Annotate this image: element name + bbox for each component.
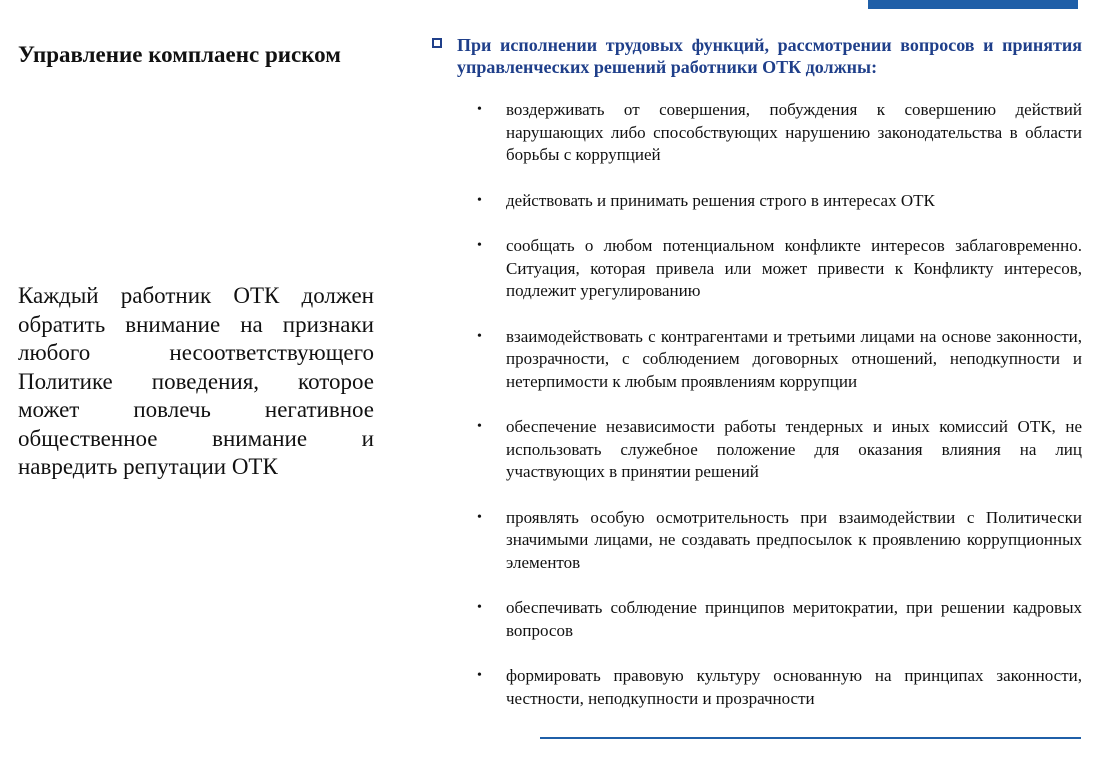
top-accent-bar [868,0,1078,9]
bullet-icon: • [477,419,482,434]
list-item [474,597,1082,642]
list-item [474,665,1082,710]
section-heading-text: При исполнении трудовых функций, рассмотрении вопросов и принятия управленческих решений работники ОТК должны: [457,35,1082,77]
bottom-divider [540,737,1081,739]
checkbox-bullet-icon [432,38,442,48]
bullet-icon: • [477,668,482,683]
list-item-text: воздерживать от совершения, побуждения к совершению действий нарушающих либо способствующих нарушению законодательства в области борьбы с коррупцией [506,100,1082,164]
page-title: Управление комплаенс риском [18,42,341,67]
list-item [474,507,1082,575]
bullet-icon: • [477,238,482,253]
bullet-icon: • [477,192,482,208]
intro-paragraph: Каждый работник ОТК должен обратить внимание на признаки любого несоответствующего Политике поведения, которое может повлечь негативное общественное внимание и навредить репутации ОТК [18,283,374,479]
bullet-icon: • [477,328,482,344]
list-item-text: проявлять особую осмотрительность при взаимодействии с Политически значимыми лицами, не создавать предпосылок к проявлению коррупционных элементов [506,507,1082,572]
list-item-text: обеспечивать соблюдение принципов меритократии, при решении кадровых вопросов [506,598,1082,640]
section-heading [430,34,1082,78]
list-item [474,190,1082,213]
list-item [474,99,1082,167]
list-item-text: взаимодействовать с контрагентами и третьими лицами на основе законности, прозрачности, с соблюдением договорных отношений, неподкупности и нетерпимости к любым проявлениям коррупции [506,326,1082,391]
list-item-text: формировать правовую культуру основанную на принципах законности, честности, неподкупности и прозрачности [506,666,1082,708]
bullet-icon: • [477,600,482,615]
list-item [474,326,1082,394]
list-item-text: сообщать о любом потенциальном конфликте интересов заблаговременно. Ситуация, которая привела или может привести к Конфликту интересов, подлежит урегулированию [506,236,1082,300]
bullet-icon: • [477,102,482,117]
list-item-text: действовать и принимать решения строго в интересах ОТК [506,190,935,210]
obligations-list [474,99,1082,710]
list-item [474,416,1082,484]
list-item [474,235,1082,303]
list-item-text: обеспечение независимости работы тендерных и иных комиссий ОТК, не использовать служебное положение для оказания влияния на лиц участвующих в принятии решений [506,417,1082,481]
bullet-icon: • [477,509,482,525]
